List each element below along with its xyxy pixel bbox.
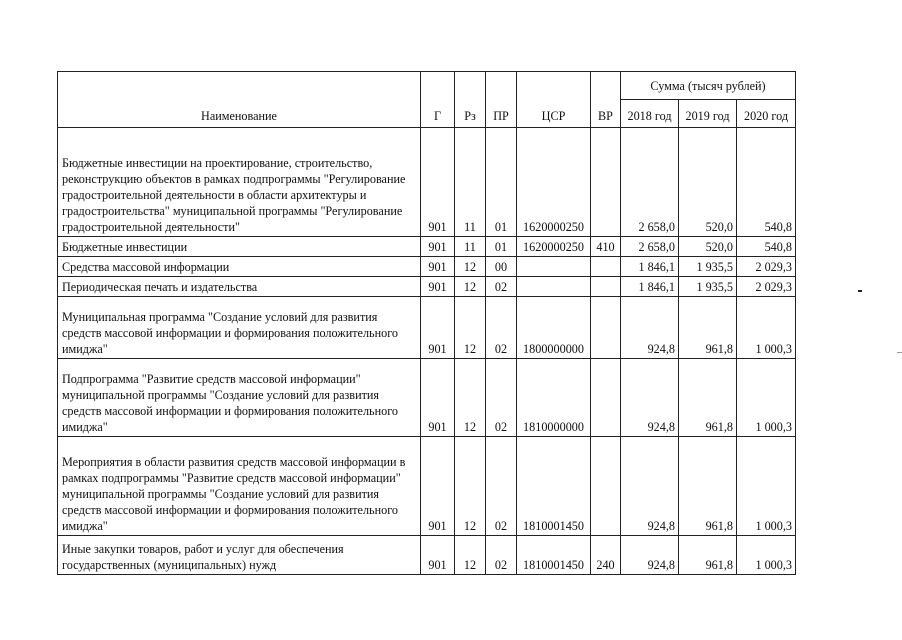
table-row bbox=[58, 437, 796, 536]
row-2018: 924,8 bbox=[621, 359, 679, 437]
budget-table bbox=[57, 71, 796, 575]
row-2018: 924,8 bbox=[621, 536, 679, 575]
row-csr: 1810001450 bbox=[517, 536, 591, 575]
row-g: 901 bbox=[421, 437, 455, 536]
row-rz: 12 bbox=[455, 257, 486, 277]
row-vr bbox=[591, 359, 621, 437]
row-rz: 12 bbox=[455, 437, 486, 536]
header-g: Г bbox=[421, 72, 455, 128]
header-2019: 2019 год bbox=[679, 100, 737, 128]
row-2019: 1 935,5 bbox=[679, 257, 737, 277]
row-g: 901 bbox=[421, 128, 455, 237]
table-row bbox=[58, 128, 796, 237]
row-vr bbox=[591, 257, 621, 277]
row-vr: 410 bbox=[591, 237, 621, 257]
row-name: Средства массовой информации bbox=[58, 257, 421, 277]
margin-mark bbox=[897, 352, 902, 353]
row-2019: 961,8 bbox=[679, 297, 737, 359]
row-g: 901 bbox=[421, 257, 455, 277]
header-pr: ПР bbox=[486, 72, 517, 128]
row-2018: 1 846,1 bbox=[621, 277, 679, 297]
row-name: Мероприятия в области развития средств массовой информации в рамках подпрограммы "Развитие средств массовой информации" муниципальной программы "Создание условий для развития средств массовой информации и формирования положительного имиджа" bbox=[58, 437, 421, 536]
header-2018: 2018 год bbox=[621, 100, 679, 128]
row-pr: 01 bbox=[486, 237, 517, 257]
row-csr: 1800000000 bbox=[517, 297, 591, 359]
row-g: 901 bbox=[421, 237, 455, 257]
row-2019: 961,8 bbox=[679, 437, 737, 536]
row-2019: 1 935,5 bbox=[679, 277, 737, 297]
row-csr: 1810001450 bbox=[517, 437, 591, 536]
header-sum-group: Сумма (тысяч рублей) bbox=[621, 72, 796, 100]
row-2020: 2 029,3 bbox=[737, 277, 796, 297]
row-2019: 520,0 bbox=[679, 128, 737, 237]
row-2020: 2 029,3 bbox=[737, 257, 796, 277]
row-name: Бюджетные инвестиции на проектирование, строительство, реконструкцию объектов в рамках подпрограммы "Регулирование градостроительной деятельности в области архитектуры и градостроительства" муниципальной программы "Регулирование градостроительной деятельности" bbox=[58, 128, 421, 237]
header-2020: 2020 год bbox=[737, 100, 796, 128]
table-row bbox=[58, 297, 796, 359]
row-pr: 02 bbox=[486, 297, 517, 359]
row-2018: 924,8 bbox=[621, 437, 679, 536]
row-csr bbox=[517, 257, 591, 277]
row-2019: 961,8 bbox=[679, 359, 737, 437]
row-2020: 540,8 bbox=[737, 128, 796, 237]
row-vr bbox=[591, 297, 621, 359]
row-pr: 02 bbox=[486, 536, 517, 575]
row-2019: 520,0 bbox=[679, 237, 737, 257]
row-name: Иные закупки товаров, работ и услуг для обеспечения государственных (муниципальных) нужд bbox=[58, 536, 421, 575]
table-row bbox=[58, 536, 796, 575]
row-pr: 02 bbox=[486, 277, 517, 297]
row-rz: 12 bbox=[455, 277, 486, 297]
table-body bbox=[58, 128, 796, 575]
row-name: Бюджетные инвестиции bbox=[58, 237, 421, 257]
row-2020: 1 000,3 bbox=[737, 359, 796, 437]
row-2018: 2 658,0 bbox=[621, 128, 679, 237]
row-2020: 1 000,3 bbox=[737, 536, 796, 575]
row-vr bbox=[591, 277, 621, 297]
row-2020: 1 000,3 bbox=[737, 437, 796, 536]
row-rz: 12 bbox=[455, 536, 486, 575]
row-rz: 12 bbox=[455, 297, 486, 359]
table-row bbox=[58, 277, 796, 297]
row-pr: 01 bbox=[486, 128, 517, 237]
row-pr: 00 bbox=[486, 257, 517, 277]
row-2019: 961,8 bbox=[679, 536, 737, 575]
row-name: Подпрограмма "Развитие средств массовой информации" муниципальной программы "Создание условий для развития средств массовой информации и формирования положительного имиджа" bbox=[58, 359, 421, 437]
row-2018: 924,8 bbox=[621, 297, 679, 359]
header-name: Наименование bbox=[58, 72, 421, 128]
row-2020: 1 000,3 bbox=[737, 297, 796, 359]
header-csr: ЦСР bbox=[517, 72, 591, 128]
row-name: Периодическая печать и издательства bbox=[58, 277, 421, 297]
row-vr bbox=[591, 128, 621, 237]
row-vr: 240 bbox=[591, 536, 621, 575]
row-g: 901 bbox=[421, 277, 455, 297]
row-2020: 540,8 bbox=[737, 237, 796, 257]
row-pr: 02 bbox=[486, 359, 517, 437]
row-g: 901 bbox=[421, 359, 455, 437]
row-csr: 1620000250 bbox=[517, 128, 591, 237]
table-row bbox=[58, 237, 796, 257]
margin-mark bbox=[858, 290, 862, 292]
row-rz: 12 bbox=[455, 359, 486, 437]
row-csr bbox=[517, 277, 591, 297]
row-rz: 11 bbox=[455, 128, 486, 237]
row-g: 901 bbox=[421, 297, 455, 359]
row-pr: 02 bbox=[486, 437, 517, 536]
row-g: 901 bbox=[421, 536, 455, 575]
row-2018: 2 658,0 bbox=[621, 237, 679, 257]
header-vr: ВР bbox=[591, 72, 621, 128]
row-csr: 1810000000 bbox=[517, 359, 591, 437]
row-name: Муниципальная программа "Создание условий для развития средств массовой информации и формирования положительного имиджа" bbox=[58, 297, 421, 359]
table-row bbox=[58, 257, 796, 277]
table-row bbox=[58, 359, 796, 437]
row-2018: 1 846,1 bbox=[621, 257, 679, 277]
row-vr bbox=[591, 437, 621, 536]
header-rz: Рз bbox=[455, 72, 486, 128]
row-csr: 1620000250 bbox=[517, 237, 591, 257]
row-rz: 11 bbox=[455, 237, 486, 257]
